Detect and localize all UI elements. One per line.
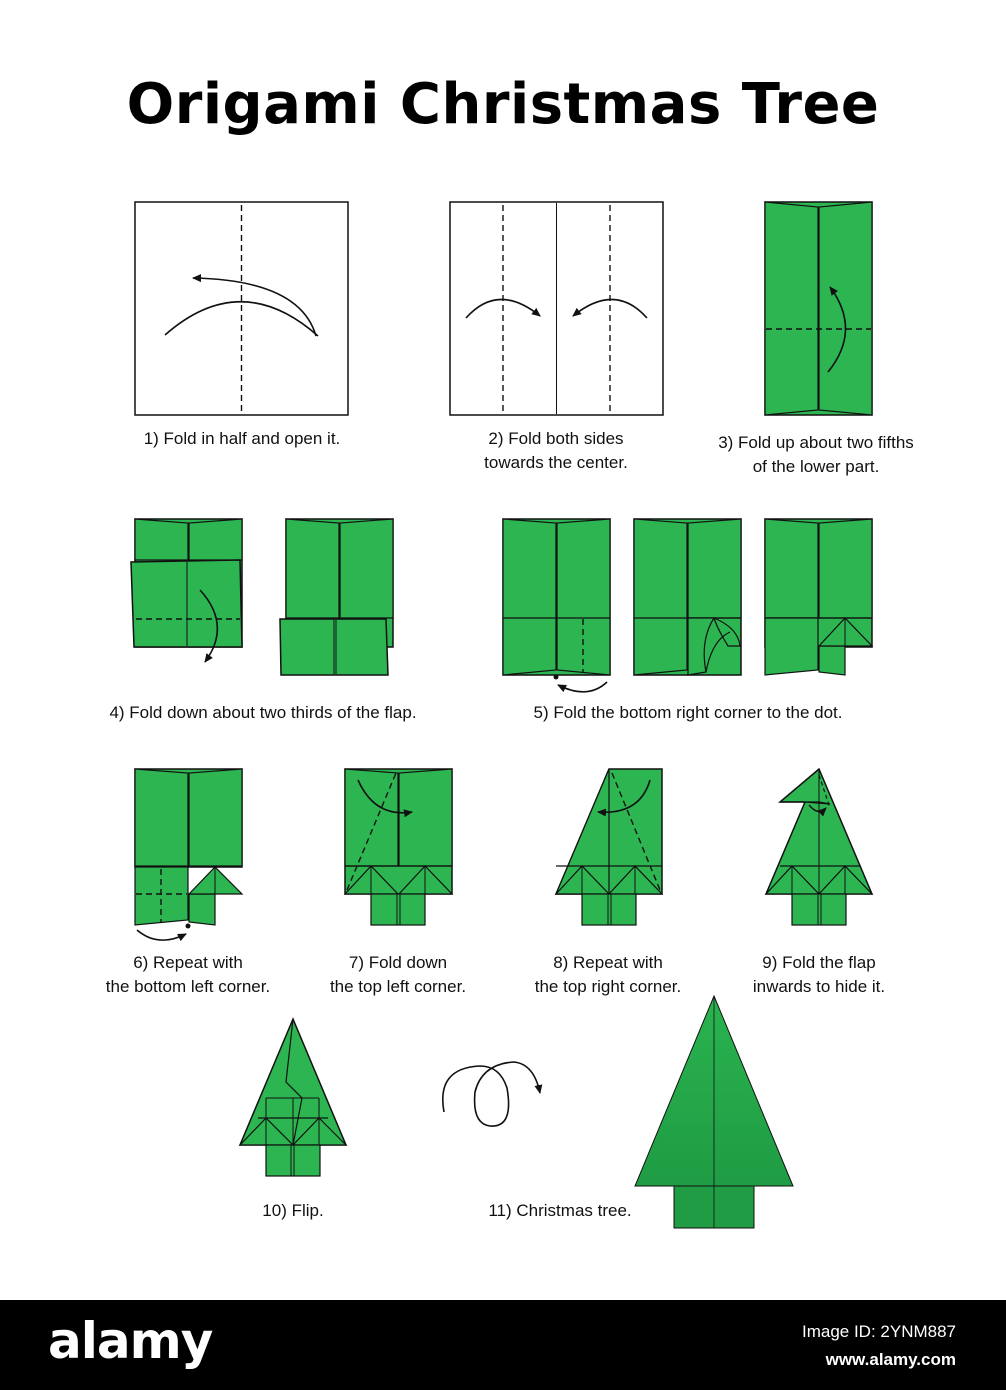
step-5a-diagram [503,519,610,692]
step-4-caption: 4) Fold down about two thirds of the flap. [109,703,417,722]
step-6-caption: 6) Repeat with the bottom left corner. [105,953,271,996]
step-10-diagram [240,1019,346,1176]
step-11-caption: 11) Christmas tree. [488,1201,632,1220]
step-8-diagram [556,769,662,925]
step-3-caption: 3) Fold up about two fifths of the lower part. [718,433,914,476]
image-id-label: Image ID: 2YNM887 [801,1322,956,1341]
step-7-caption: 7) Fold down the top left corner. [329,953,467,996]
step-2-caption: 2) Fold both sides towards the center. [484,429,628,472]
alamy-logo: alamy [48,1312,213,1370]
step-5-caption: 5) Fold the bottom right corner to the dot. [533,703,843,722]
step-11-diagram [635,996,793,1228]
step-9-caption: 9) Fold the flap inwards to hide it. [752,953,886,996]
step-4b-diagram [280,519,393,675]
step-2-diagram [450,202,663,415]
step-6-diagram [135,769,242,940]
step-10-caption: 10) Flip. [262,1201,324,1220]
page-title: Origami Christmas Tree [126,72,880,137]
step-5b-diagram [634,519,741,675]
step-1-diagram [135,202,348,415]
flip-arrow-icon [443,1062,540,1126]
step-9-diagram [766,769,872,925]
site-url: www.alamy.com [825,1350,956,1369]
step-4a-diagram [131,519,242,662]
step-3-diagram [765,202,872,415]
step-8-caption: 8) Repeat with the top right corner. [534,953,682,996]
step-7-diagram [345,769,452,925]
step-1-caption: 1) Fold in half and open it. [143,429,341,448]
step-5c-diagram [765,519,872,675]
